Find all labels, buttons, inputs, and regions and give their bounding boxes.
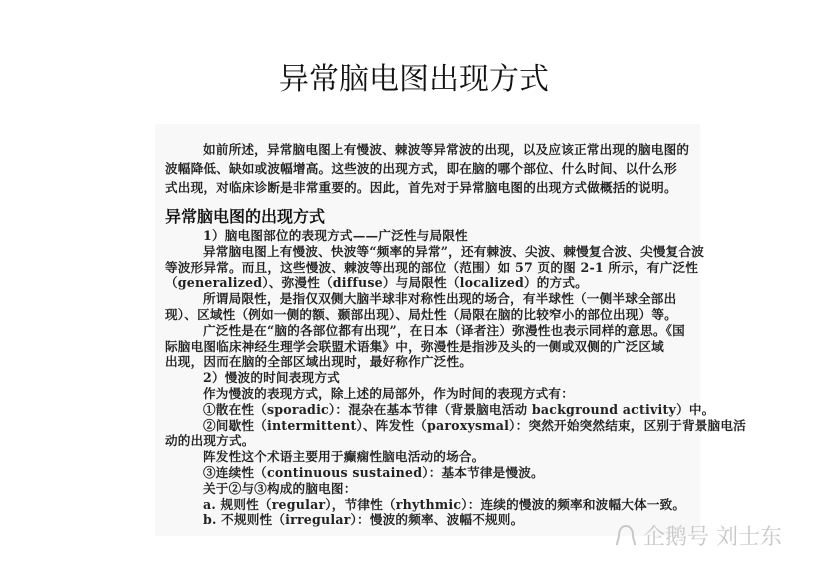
body-line: ②间歇性（intermittent）、阵发性（paroxysmal）：突然开始突然结束，区别于背景脑电活 [203, 417, 746, 433]
document-scan [155, 124, 746, 536]
body-line: 际脑电图临床神经生理学会联盟术语集》中，弥漫性是指涉及头的一侧或双侧的广泛区域 [165, 338, 664, 354]
body-line: 动的出现方式。 [165, 433, 255, 449]
body-line: b. 不规则性（irregular）：慢波的频率、波幅不规则。 [203, 512, 524, 528]
body-line: 关于②与③构成的脑电图： [203, 480, 357, 496]
section-heading: 异常脑电图的出现方式 [165, 207, 326, 226]
body-line: 等波形异常。而且，这些慢波、棘波等出现的部位（范围）如 57 页的图 2-1 所示，有广泛性 [165, 259, 698, 275]
body-line: 阵发性这个术语主要用于癫痫性脑电活动的场合。 [203, 449, 485, 465]
slide-title: 异常脑电图出现方式 [279, 62, 549, 97]
body-line: （generalized）、弥漫性（diffuse）与局限性（localized）的方式。 [165, 275, 588, 291]
watermark [615, 520, 782, 551]
intro-line: 波幅降低、缺如或波幅增高。这些波的出现方式，即在脑的哪个部位、什么时间、以什么形 [165, 161, 677, 176]
body-line: 所谓局限性，是指仅双侧大脑半球非对称性出现的场合，有半球性（一侧半球全部出 [203, 291, 677, 307]
intro-line: 如前所述，异常脑电图上有慢波、棘波等异常波的出现，以及应该正常出现的脑电图的 [203, 142, 690, 157]
body-line: 广泛性是在“脑的各部位都有出现”，在日本（译者注）弥漫性也表示同样的意思。《国 [203, 322, 685, 338]
body-line: 异常脑电图上有慢波、快波等“频率的异常”，还有棘波、尖波、棘慢复合波、尖慢复合波 [203, 243, 705, 259]
body-line: 1）脑电图部位的表现方式——广泛性与局限性 [203, 228, 468, 243]
body-line: a. 规则性（regular），节律性（rhythmic）：连续的慢波的频率和波幅大体一致。 [203, 496, 686, 512]
body-line: 出现，因而在脑的全部区域出现时，最好称作广泛性。 [165, 354, 473, 370]
body-line: 2）慢波的时间表现方式 [203, 370, 340, 386]
body-line: 作为慢波的表现方式，除上述的局部外，作为时间的表现方式有： [203, 386, 575, 401]
intro-line: 式出现，对临床诊断是非常重要的。因此，首先对于异常脑电图的出现方式做概括的说明。 [165, 180, 677, 195]
body-line: ③连续性（continuous sustained）：基本节律是慢波。 [203, 465, 544, 480]
penguin-logo-icon [615, 524, 637, 548]
watermark-text: 企鹅号 刘士东 [643, 525, 782, 550]
body-line: ①散在性（sporadic）：混杂在基本节律（背景脑电活动 background activity）中。 [203, 401, 715, 417]
body-line: 现）、区域性（例如一侧的额、颞部出现）、局灶性（局限在脑的比较窄小的部位出现）等。 [165, 307, 677, 322]
